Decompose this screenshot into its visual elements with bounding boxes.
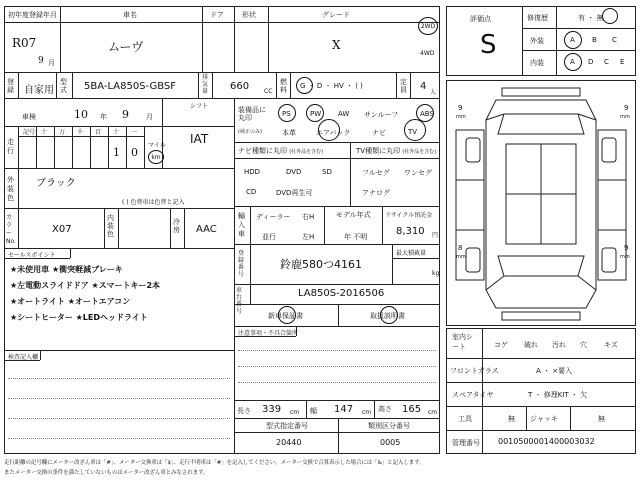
mileage-col-divider <box>54 126 55 168</box>
tv-option: フルセグ <box>362 169 390 177</box>
spare-options: T ・ 修理KIT ・ 欠 <box>528 391 588 399</box>
capacity-value: 4 <box>420 81 427 92</box>
mile-label: マイル <box>148 142 166 149</box>
width-value: 147 <box>334 404 354 415</box>
mileage-col-header: 一 <box>131 129 138 136</box>
seat-option: コゲ <box>494 341 508 349</box>
sales-point: ★シートヒーター ★LEDヘッドライト <box>10 313 148 322</box>
tire-mm-fl: mm <box>456 114 466 120</box>
interior-option: E <box>620 58 625 66</box>
sales-points-label: セールスポイント <box>8 252 56 259</box>
mileage-digit: 0 <box>131 146 138 159</box>
equipment-item: ナビ <box>372 129 386 137</box>
parallel-label: 並行 <box>262 233 276 241</box>
pw-circle <box>306 104 324 122</box>
capacity-unit: 人 <box>430 89 437 96</box>
equipment-item: TV <box>408 128 418 136</box>
repair-none-circle <box>602 8 618 24</box>
yen-unit: 円 <box>432 232 439 239</box>
model-year-value: 年 不明 <box>344 233 368 241</box>
seat-option: 破れ <box>524 341 538 349</box>
fuel-label: 燃料 <box>280 78 287 94</box>
interior-option: C <box>604 58 609 66</box>
inspection-label: 車検 <box>22 113 36 121</box>
first-reg-year: R07 <box>12 36 37 50</box>
navi-option: CD <box>246 188 257 196</box>
seat-label: 室内シート <box>452 333 473 351</box>
tire-mm-rr: mm <box>620 254 630 260</box>
displacement-label: 排気量 <box>202 74 209 95</box>
first-reg-month: 9 <box>38 56 44 66</box>
model-year-label: モデル年式 <box>336 211 371 219</box>
capacity-label: 定員 <box>400 78 407 94</box>
exterior-option: C <box>612 36 617 44</box>
grade-value: X <box>332 38 341 52</box>
jack-value: 無 <box>598 415 605 423</box>
mileage-col-header: 万 <box>59 129 66 136</box>
navi-option: HDD <box>244 168 261 176</box>
inspection-month-unit: 月 <box>146 113 153 121</box>
mileage-col-header: 十 <box>113 129 120 136</box>
exterior-label: 外装 <box>530 37 544 45</box>
ac-label: 冷房 <box>173 218 180 234</box>
chassis-value: LA850S-2016506 <box>298 288 385 299</box>
shift-label: シフト <box>190 103 209 110</box>
door-label: ドア <box>210 11 224 19</box>
mileage-col-divider <box>144 126 145 168</box>
spare-label: スペアタイヤ <box>452 391 494 399</box>
sales-point: ★左電動スライドドア ★スマートキー2本 <box>10 281 161 290</box>
equipment-item: ABS <box>420 110 434 118</box>
model-value: 5BA-LA850S-GBSF <box>84 81 177 92</box>
mileage-col-header: 十 <box>41 129 48 136</box>
shape-label: 形状 <box>242 11 256 19</box>
height-cm: cm <box>428 409 438 416</box>
navi-option: SD <box>322 168 332 176</box>
color-section-label: 外装色 <box>7 176 14 202</box>
tools-label: 工具 <box>458 415 472 423</box>
length-cm: cm <box>290 409 300 416</box>
interior-label: 内装色 <box>107 214 114 238</box>
tools-value: 無 <box>508 415 515 423</box>
equipment-item: 本革 <box>282 129 296 137</box>
score-value: S <box>480 30 497 60</box>
length-label: 長さ <box>237 407 251 415</box>
glass-options: A ・ ×要入 <box>536 367 573 375</box>
sales-point: ★未使用車 ★衝突軽減ブレーキ <box>10 265 123 274</box>
usage-value: 自家用 <box>24 85 54 96</box>
model-label: 型式 <box>60 78 67 94</box>
mileage-col-divider <box>126 126 127 168</box>
type-designation-value: 20440 <box>276 438 302 447</box>
inspection-year-unit: 年 <box>100 113 107 121</box>
manual-label: 取扱説明書 <box>370 312 405 320</box>
type-designation-label: 型式指定番号 <box>266 422 308 430</box>
interior-grade-label: 内装 <box>530 59 544 67</box>
exterior-a-circle <box>564 31 582 49</box>
navi-option: DVD <box>286 168 302 176</box>
mgmt-value: 0010500001400003032 <box>498 437 595 446</box>
jack-label: ジャッキ <box>530 415 558 423</box>
kg-unit: kg <box>432 270 440 277</box>
import-label: 輸入車 <box>238 212 245 238</box>
score-label: 評価点 <box>470 15 491 23</box>
class-label: 類別区分番号 <box>368 422 410 430</box>
manual-circle <box>380 306 398 324</box>
equipment-item: PW <box>310 110 322 118</box>
tire-mark-rr: 9 <box>624 244 629 252</box>
tire-mm-rl: mm <box>456 254 466 260</box>
length-value: 339 <box>262 404 282 415</box>
warranty-circle <box>278 306 296 324</box>
equipment-item: エアバック <box>316 129 351 137</box>
equipment-item: AW <box>338 110 350 118</box>
cc-unit: CC <box>264 88 273 95</box>
mgmt-label: 管理番号 <box>452 439 480 447</box>
sales-point: ★オートライト ★オートエアコン <box>10 297 131 306</box>
navi-option: DVD再生可 <box>276 189 313 197</box>
mileage-col-divider <box>72 126 73 168</box>
width-label: 幅 <box>310 407 317 415</box>
tire-mark-rl: 8 <box>458 244 463 252</box>
height-label: 高さ <box>378 405 392 413</box>
km-circle: km <box>148 150 164 164</box>
mileage-col-header: 記号 <box>23 129 36 136</box>
plate-value: 鈴鹿580つ4161 <box>280 258 362 271</box>
mileage-col-divider <box>90 126 91 168</box>
exterior-option: A <box>570 36 575 44</box>
car-name-value: ムーヴ <box>108 40 144 54</box>
ac-value: AAC <box>196 224 217 235</box>
max-load-label: 最大積載量 <box>396 250 427 257</box>
seat-option: キズ <box>604 341 618 349</box>
height-value: 165 <box>402 404 422 415</box>
plate-label: 登録番号 <box>238 250 245 278</box>
glass-label: フロントガラス <box>450 367 499 375</box>
airbag-circle <box>318 119 340 141</box>
recycle-value: 8,310 <box>396 226 425 237</box>
tv-circle <box>404 119 426 141</box>
repair-label: 修復歴 <box>527 14 548 22</box>
mileage-col-divider <box>36 126 37 168</box>
inspection-month: 9 <box>122 108 129 121</box>
inspection-year: 10 <box>74 108 88 121</box>
interior-option: A <box>570 58 575 66</box>
tv-option: ワンセグ <box>404 169 432 177</box>
notes-label: 注意事項・不具合箇所 <box>238 330 299 337</box>
left-hand: 左H <box>302 233 315 241</box>
first-reg-label: 初年度登録年月 <box>8 11 57 19</box>
mileage-col-divider <box>108 126 109 168</box>
inspector-note-label: 検査記入欄 <box>8 354 39 361</box>
car-diagram <box>446 80 636 326</box>
interior-option: D <box>588 58 594 66</box>
right-hand: 右H <box>302 213 315 221</box>
exterior-option: B <box>592 36 597 44</box>
equipment-label: 装備品に丸印 <box>238 106 266 122</box>
chassis-label: 車台番号 <box>236 287 243 315</box>
tire-mm-fr: mm <box>620 114 630 120</box>
repair-options: 有 ・ 無 <box>578 14 604 22</box>
mileage-col-header: 千 <box>77 129 84 136</box>
mileage-label: 走行 <box>7 138 14 155</box>
fuel-options: G ・ D ・ HV ・ ( ) <box>300 82 363 90</box>
tire-mark-fl: 9 <box>458 104 463 112</box>
equipment-item: サンルーフ <box>364 111 399 119</box>
seat-option: 穴 <box>580 341 587 349</box>
navi-header: ナビ種類に丸印 (社外品を含む) <box>238 147 324 155</box>
tv-option: アナログ <box>362 189 390 197</box>
seat-option: 汚れ <box>552 341 566 349</box>
tv-header: TV種類に丸印 (社外品を含む) <box>356 147 437 155</box>
color-value: ブラック <box>36 178 76 189</box>
class-value: 0005 <box>380 438 401 447</box>
mileage-digit: 1 <box>113 146 120 159</box>
color-note: ( ) 色替車は色替と記入 <box>122 199 185 206</box>
ps-circle <box>278 104 296 122</box>
car-name-label: 車名 <box>123 11 137 19</box>
footer-line1: 走行距離の記号欄にメーター改ざん車は「#」、メーター交換車は「$」、走行不明車は「#」を記入してください。メーター交換で合算表示した場合には「&」と記入します。 <box>4 460 425 466</box>
drive-2wd-circle: 2WD <box>418 17 438 35</box>
recycle-label: リサイクル預託金 <box>385 212 433 219</box>
mileage-col-header: 百 <box>95 129 102 136</box>
tire-mark-fr: 9 <box>624 104 629 112</box>
dealer-label: ディーラー <box>256 213 291 221</box>
equipment-item: PS <box>282 110 291 118</box>
reg-label: 登録 <box>7 78 14 94</box>
color-no-label: カラーNo. <box>6 214 16 245</box>
footer-line2: またメーター交換の条件を満たしていないものはメーター改ざん車とみなされます。 <box>4 470 209 476</box>
drive-4wd: 4WD <box>420 50 435 57</box>
first-reg-month-unit: 月 <box>48 59 55 67</box>
grade-label: グレード <box>322 11 350 19</box>
shift-value: IAT <box>190 132 209 146</box>
warranty-label: 新車保証書 <box>268 312 303 320</box>
equipment-sub: (純正のみ) <box>238 129 262 135</box>
interior-a-circle <box>564 53 582 71</box>
width-cm: cm <box>362 409 372 416</box>
displacement-value: 660 <box>230 81 250 92</box>
color-no-value: X07 <box>52 224 72 235</box>
